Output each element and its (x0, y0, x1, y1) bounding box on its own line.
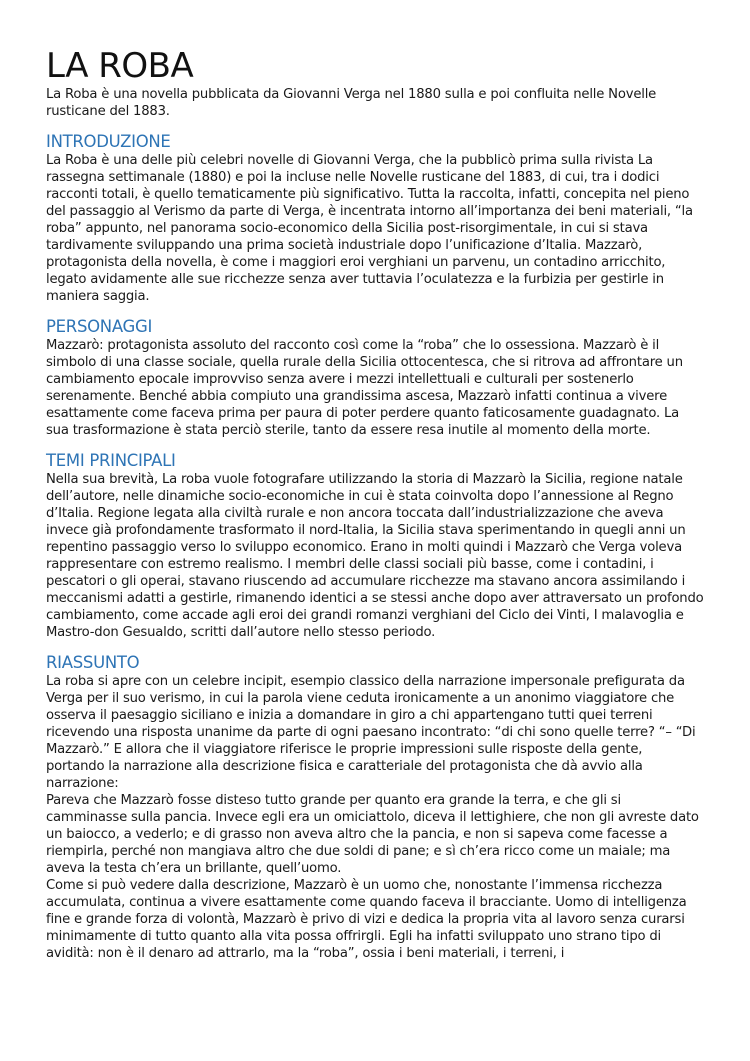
section-paragraph: Mazzarò: protagonista assoluto del racconto così come la “roba” che lo ossessiona. Mazzarò è il simbolo di una classe sociale, quella rurale della Sicilia ottocentesca, che si ritrova ad affrontare un cambiamento epocale improvviso senza avere i mezzi intellettuali e culturali per sostenerlo serenamente. Benché abbia compiuto una grandissima ascesa, Mazzarò infatti continua a vivere esattamente come faceva prima per paura di poter perdere quanto faticosamente guadagnato. La sua trasformazione è stata perciò sterile, tanto da essere resa inutile al momento della morte. (46, 338, 683, 438)
section-paragraph: Come si può vedere dalla descrizione, Mazzarò è un uomo che, nonostante l’immensa ricchezza accumulata, continua a vivere esattamente come quando faceva il bracciante. Uomo di intelligenza fine e grande forza di volontà, Mazzarò è privo di vizi e dedica la propria vita al lavoro senza curarsi minimamente di tutto quanto alla vita possa offrirgli. Egli ha infatti sviluppato uno strano tipo di avidità: non è il denaro ad attrarlo, ma la “roba”, ossia i beni materiali, i terreni, i (46, 878, 687, 961)
section-heading: RIASSUNTO (46, 653, 140, 672)
section-paragraph: La Roba è una delle più celebri novelle di Giovanni Verga, che la pubblicò prima sulla rivista La rassegna settimanale (1880) e poi la incluse nelle Novelle rusticane del 1883, di cui, tra i dodici racconti totali, è quello tematicamente più significativo. Tutta la raccolta, infatti, concepita nel pieno del passaggio al Verismo da parte di Verga, è incentrata intorno all’importanza dei beni materiali, “la roba” appunto, nel panorama socio-economico della Sicilia post-risorgimentale, in cui si stava tardivamente sviluppando una prima società industriale dopo l’unificazione d’Italia. Mazzarò, protagonista della novella, è come i maggiori eroi verghiani un parvenu, un contadino arricchito, legato avidamente alle sue ricchezze senza aver tuttavia l’oculatezza e la furbizia per gestirle in maniera saggia. (46, 153, 693, 304)
section-heading: INTRODUZIONE (46, 132, 171, 151)
section-quote-paragraph: Pareva che Mazzarò fosse disteso tutto grande per quanto era grande la terra, e che gli si camminasse sulla pancia. Invece egli era un omiciattolo, diceva il lettighiere, che non gli avreste dato un baiocco, a vederlo; e di grasso non aveva altro che la pancia, e non si sapeva come facesse a riempirla, perché non mangiava altro che due soldi di pane; e sì ch’era ricco come un maiale; ma aveva la testa ch’era un brillante, quell’uomo. (46, 793, 699, 876)
section-personaggi (46, 317, 704, 439)
page-subtitle: La Roba è una novella pubblicata da Giovanni Verga nel 1880 sulla e poi confluita nelle Novelle rusticane del 1883. (46, 87, 657, 119)
section-paragraph: Nella sua brevità, La roba vuole fotografare utilizzando la storia di Mazzarò la Sicilia, regione natale dell’autore, nelle dinamiche socio-economiche in cui è stata coinvolta dopo l’annessione al Regno d’Italia. Regione legata alla civiltà rurale e non ancora toccata dall’industrializzazione che aveva invece già profondamente trasformato il nord-Italia, la Sicilia stava sperimentando in quegli anni un repentino passaggio verso lo sviluppo economico. Erano in molti quindi i Mazzarò che Verga voleva rappresentare con estremo realismo. I membri delle classi sociali più basse, come i contadini, i pescatori o gli operai, stavano riuscendo ad accumulare ricchezze ma stavano ancora assimilando i meccanismi adatti a gestirle, rimanendo identici a se stessi anche dopo aver attraversato un profondo cambiamento, come accade agli eroi dei grandi romanzi verghiani del Ciclo dei Vinti, I malavoglia e Mastro-don Gesualdo, scritti dall’autore nello stesso periodo. (46, 472, 704, 640)
section-paragraph: La roba si apre con un celebre incipit, esempio classico della narrazione impersonale prefigurata da Verga per il suo verismo, in cui la parola viene ceduta ironicamente a un anonimo viaggiatore che osserva il paesaggio siciliano e inizia a domandare in giro a chi appartengano tutti quei terreni ricevendo una risposta unanime da parte di ogni paesano incontrato: “di chi sono quelle terre? “– “Di Mazzarò.” E allora che il viaggiatore riferisce le proprie impressioni sulle risposte della gente, portando la narrazione alla descrizione fisica e caratteriale del protagonista che dà avvio alla narrazione: (46, 674, 696, 791)
section-heading: PERSONAGGI (46, 317, 153, 336)
section-temi-principali (46, 451, 704, 641)
section-introduzione (46, 132, 704, 305)
section-riassunto (46, 653, 704, 962)
page-title: LA ROBA (46, 46, 194, 86)
section-heading: TEMI PRINCIPALI (46, 451, 176, 470)
